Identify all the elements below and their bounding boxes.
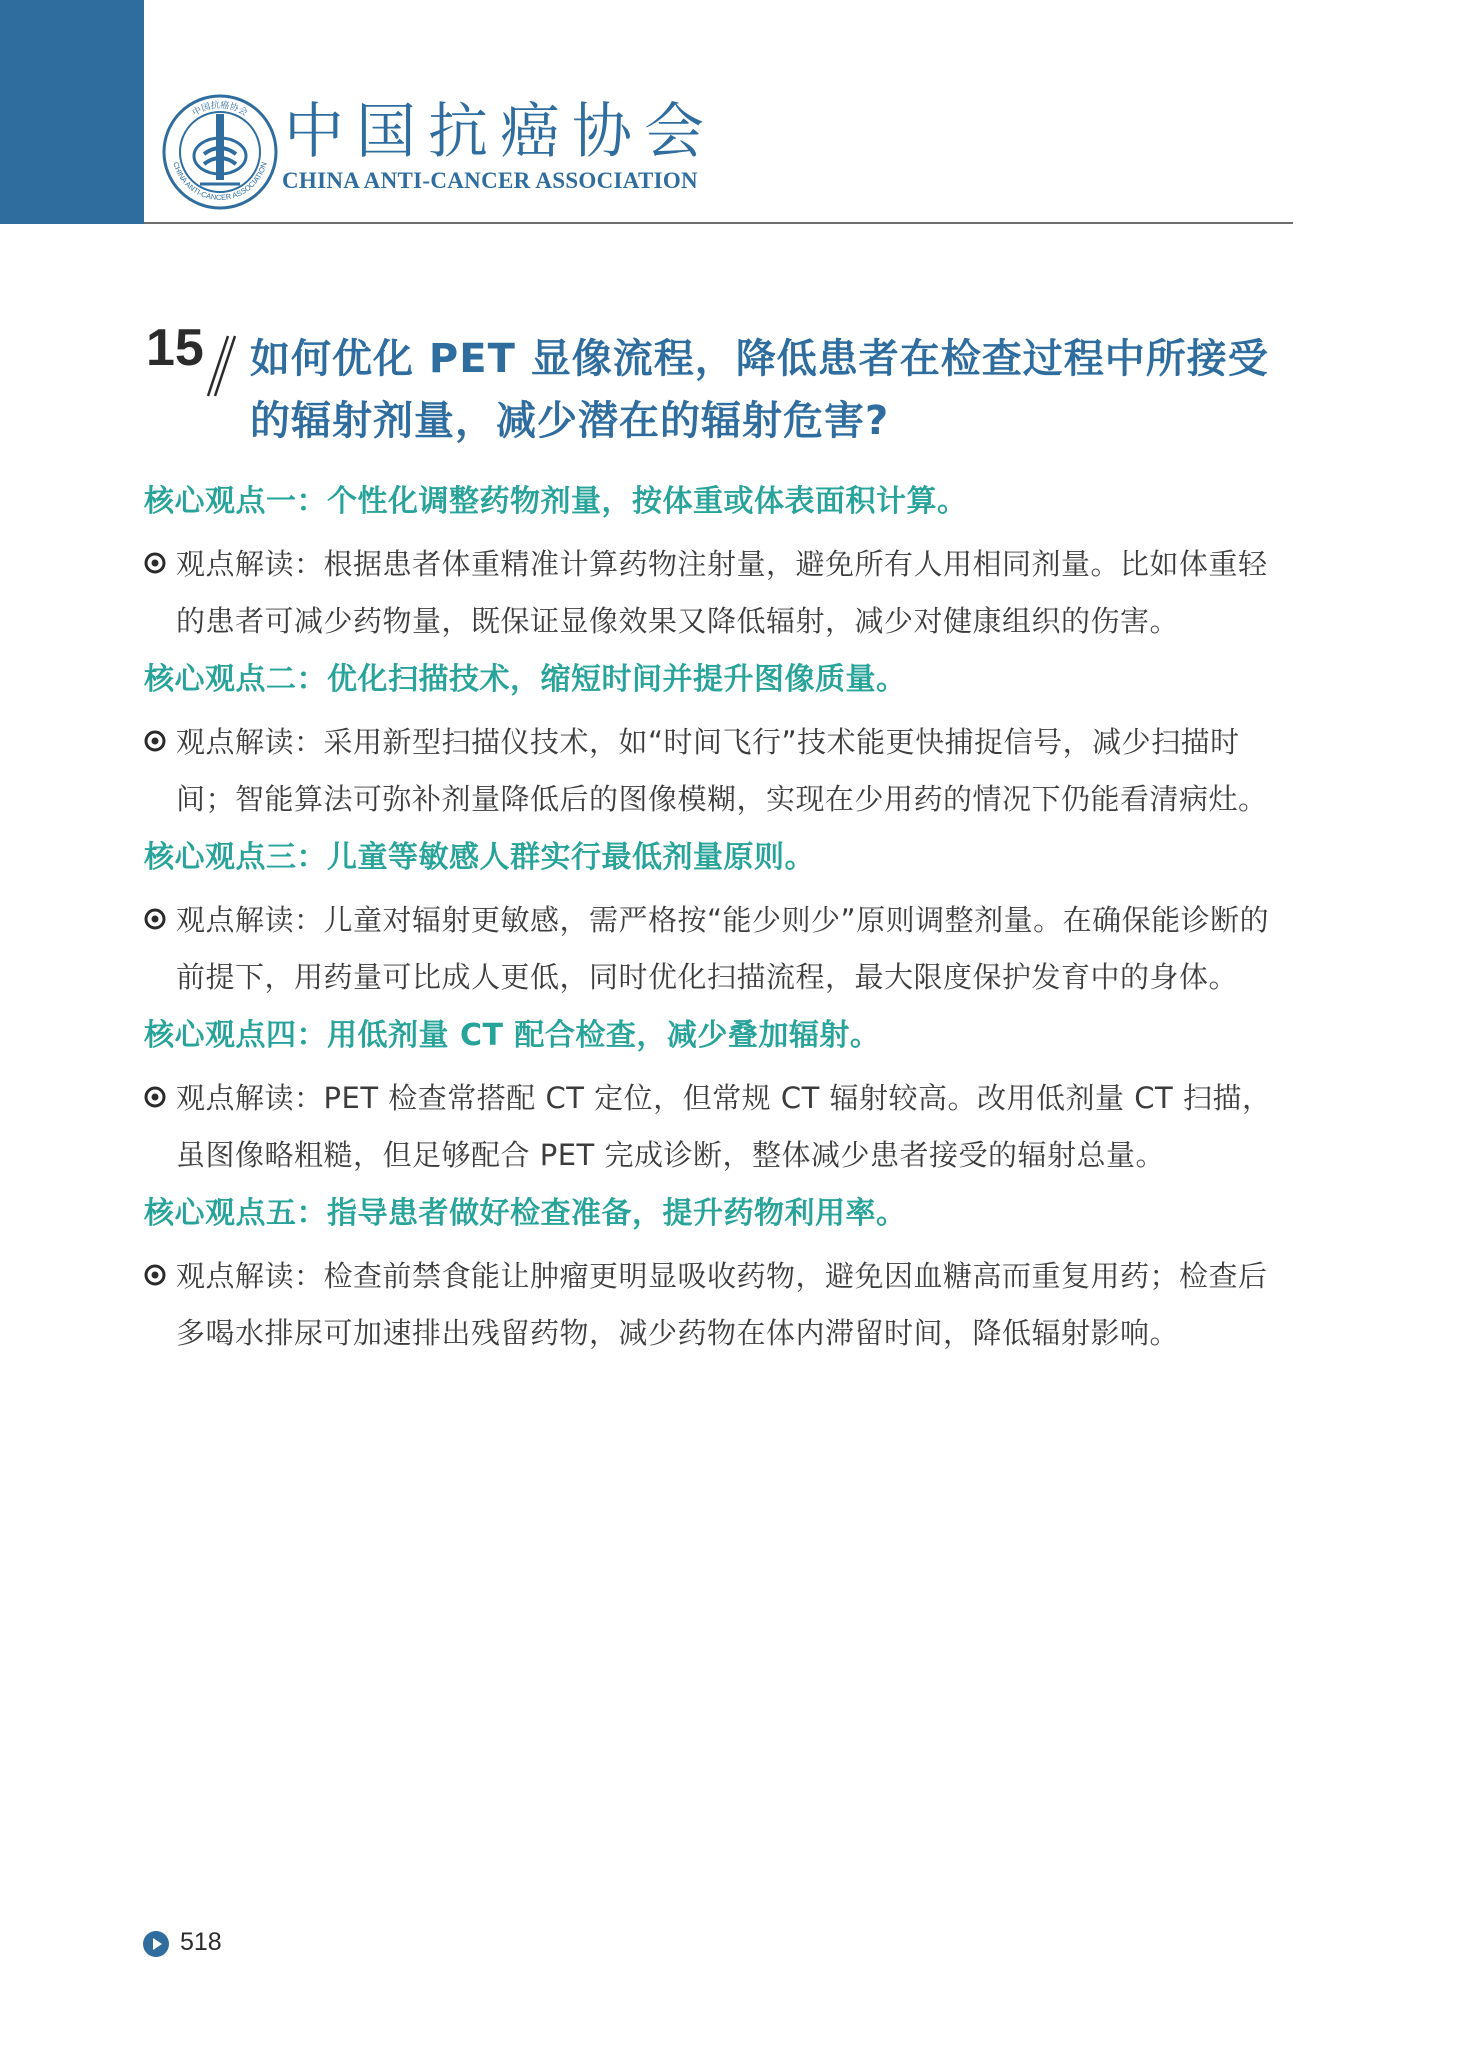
play-circle-icon [142,1930,170,1958]
point-4-heading: 核心观点四：用低剂量 CT 配合检查，减少叠加辐射。 [144,1018,881,1053]
page-number: 518 [180,1928,222,1956]
point-2-heading: 核心观点二：优化扫描技术，缩短时间并提升图像质量。 [144,662,907,697]
key-points-list [144,480,1294,1370]
bullet-icon [144,1086,166,1108]
point-2-explanation [144,714,1294,828]
point-5-explanation [144,1248,1294,1362]
bullet-icon [144,730,166,752]
bullet-icon [144,1264,166,1286]
bullet-icon [144,908,166,930]
point-3-body: 儿童对辐射更敏感，需严格按“能少则少”原则调整剂量。在确保能诊断的前提下，用药量可比成人更低，同时优化扫描流程，最大限度保护发育中的身体。 [176,903,1270,994]
point-1-explanation [144,536,1294,650]
point-1-body: 根据患者体重精准计算药物注射量，避免所有人用相同剂量。比如体重轻的患者可减少药物量，既保证显像效果又降低辐射，减少对健康组织的伤害。 [176,547,1268,638]
point-4-label: 观点解读： [176,1081,324,1115]
point-2-label: 观点解读： [176,725,324,759]
point-3-heading: 核心观点三：儿童等敏感人群实行最低剂量原则。 [144,840,815,875]
org-name-en: CHINA ANTI-CANCER ASSOCIATION [282,168,698,193]
point-1-label: 观点解读： [176,547,324,581]
point-5-body: 检查前禁食能让肿瘤更明显吸收药物，避免因血糖高而重复用药；检查后多喝水排尿可加速排出残留药物，减少药物在体内滞留时间，降低辐射影响。 [176,1259,1268,1350]
double-slash-icon [206,332,236,400]
bullet-icon [144,552,166,574]
point-5-label: 观点解读： [176,1259,324,1293]
point-1-heading: 核心观点一：个性化调整药物剂量，按体重或体表面积计算。 [144,484,968,519]
point-4-body: PET 检查常搭配 CT 定位，但常规 CT 辐射较高。改用低剂量 CT 扫描，虽图像略粗糙，但足够配合 PET 完成诊断，整体减少患者接受的辐射总量。 [176,1081,1272,1172]
point-4-explanation [144,1070,1294,1184]
question-title: 如何优化 PET 显像流程，降低患者在检查过程中所接受的辐射剂量，减少潜在的辐射危害? [250,336,1269,444]
point-2-body: 采用新型扫描仪技术，如“时间飞行”技术能更快捕捉信号，减少扫描时间；智能算法可弥补剂量降低后的图像模糊，实现在少用药的情况下仍能看清病灶。 [176,725,1268,816]
association-emblem-icon [160,92,280,212]
point-3-explanation [144,892,1294,1006]
emblem-en-text: CHINA ANTI-CANCER ASSOCIATION [171,160,269,203]
question-number: 15 [146,319,204,377]
header-divider [144,222,1293,224]
header-blue-tab [0,0,144,224]
emblem-cn-text: 中国抗癌协会 [191,100,249,119]
point-3-label: 观点解读： [176,903,324,937]
org-name-cn: 中国抗癌协会 [284,97,716,167]
point-5-heading: 核心观点五：指导患者做好检查准备，提升药物利用率。 [144,1196,907,1231]
